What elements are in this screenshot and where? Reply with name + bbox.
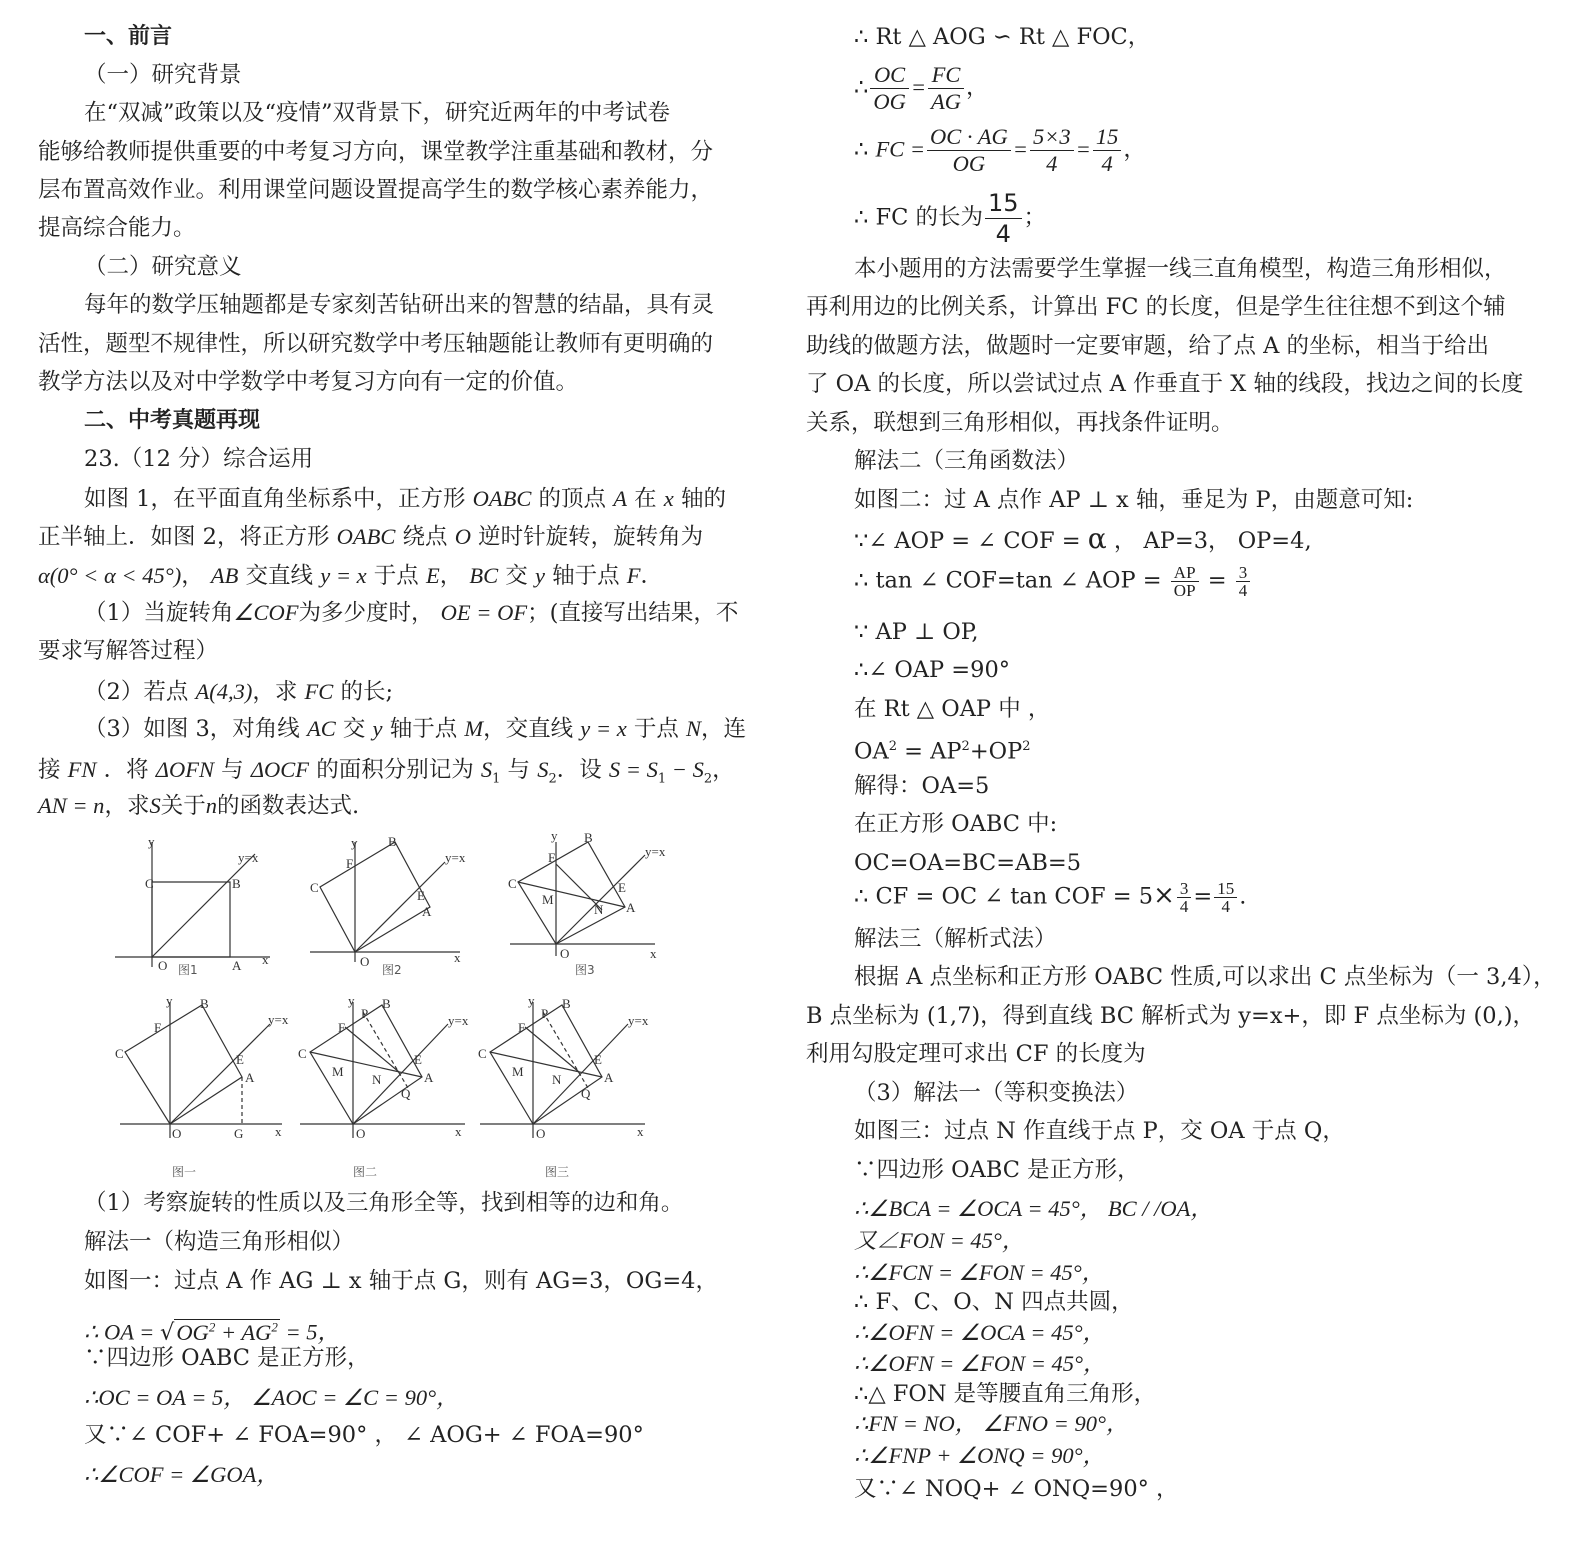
question-part-1: （1）当旋转角∠COF为多少度时， OE = OF；(直接写出结果，不 <box>84 600 739 626</box>
paragraph-line: 再利用边的比例关系，计算出 FC 的长度，但是学生往往想不到这个辅 <box>806 294 1506 320</box>
solution-line: ∵∠ AOP = ∠ COF = α ， AP=3， OP=4, <box>854 522 1312 555</box>
svg-text:M: M <box>332 1064 344 1079</box>
solution-part-3: （3）解法一（等积变换法） <box>854 1080 1139 1106</box>
svg-text:E: E <box>618 880 626 895</box>
question-number: 23.（12 分）综合运用 <box>84 446 314 472</box>
figure-two <box>298 993 469 1179</box>
solution-line: 在正方形 OABC 中: <box>854 811 1058 837</box>
svg-text:C: C <box>145 876 154 891</box>
svg-text:C: C <box>298 1046 307 1061</box>
fraction-equation: ∴ $\frac{OC}{OG}$ = $\frac{FC}{AG}$ ， <box>854 62 989 114</box>
solution-line: 解得：OA=5 <box>854 773 990 799</box>
solution-line: OC=OA=BC=AB=5 <box>854 850 1082 876</box>
question-part-3: （3）如图 3，对角线 AC 交 y 轴于点 M，交直线 y = x 于点 N，连 <box>84 716 747 742</box>
svg-text:A: A <box>424 1070 434 1085</box>
solution-method-3: 解法三（解析式法） <box>854 926 1057 952</box>
solution-line: 如图二：过 A 点作 AP ⊥ x 轴，垂足为 P，由题意可知: <box>854 487 1414 513</box>
svg-text:B: B <box>232 876 241 891</box>
solution-line: ∴∠ OAP =90° <box>854 657 1011 683</box>
svg-text:x: x <box>275 1124 282 1139</box>
svg-text:O: O <box>356 1126 366 1141</box>
svg-text:P: P <box>361 1006 369 1021</box>
svg-text:A: A <box>422 904 432 919</box>
solution-line: ∴ Rt △ AOG ∽ Rt △ FOC， <box>854 24 1151 50</box>
paragraph-line: 活性，题型不规律性，所以研究数学中考压轴题能让教师有更明确的 <box>38 331 714 357</box>
svg-text:y=x: y=x <box>268 1012 289 1027</box>
svg-text:C: C <box>478 1046 487 1061</box>
solution-part-1: （1）考察旋转的性质以及三角形全等，找到相等的边和角。 <box>84 1190 684 1216</box>
solution-method-1: 解法一（构造三角形相似） <box>84 1229 355 1255</box>
svg-text:C: C <box>310 880 319 895</box>
paragraph-line: 教学方法以及对中学数学中考复习方向有一定的价值。 <box>38 369 579 395</box>
paragraph-line: 在“双减”政策以及“疫情”双背景下，研究近两年的中考试卷 <box>84 100 671 126</box>
svg-text:y=x: y=x <box>645 844 666 859</box>
paragraph-line: 能够给教师提供重要的中考复习方向，课堂教学注重基础和教材，分 <box>38 139 714 165</box>
solution-line: ∴ F、C、O、N 四点共圆， <box>854 1289 1134 1315</box>
svg-text:y: y <box>148 834 155 849</box>
subheading-background: （一）研究背景 <box>84 62 242 88</box>
svg-text:y: y <box>351 835 358 850</box>
svg-text:图一: 图一 <box>172 1165 197 1179</box>
cf-result: ∴ CF = OC ∠ tan COF = 5× $\frac{3}{4}$ = $\frac{15}{4}$ . <box>854 879 1247 916</box>
svg-text:M: M <box>512 1064 524 1079</box>
question-part-3-cont: AN = n，求S关于n的函数表达式. <box>38 793 360 819</box>
solution-line: ∴∠OFN = ∠FON = 45°， <box>854 1351 1106 1376</box>
question-part-2: （2）若点 A(4,3)，求 FC 的长; <box>84 679 394 705</box>
svg-text:A: A <box>232 958 242 973</box>
paragraph-line: B 点坐标为 (1,7)，得到直线 BC 解析式为 y=x+，即 F 点坐标为 (0,)， <box>806 1003 1535 1029</box>
svg-text:x: x <box>455 1124 462 1139</box>
svg-text:C: C <box>508 876 517 891</box>
svg-text:F: F <box>346 856 354 871</box>
svg-text:N: N <box>372 1072 382 1087</box>
svg-text:E: E <box>414 1052 422 1067</box>
solution-line: ∴△ FON 是等腰直角三角形， <box>854 1381 1157 1407</box>
svg-text:O: O <box>172 1126 182 1141</box>
svg-text:B: B <box>382 996 391 1011</box>
svg-text:y=x: y=x <box>238 850 259 865</box>
solution-line: ∴∠BCA = ∠OCA = 45°， BC / /OA， <box>854 1196 1213 1221</box>
paragraph-line: 提高综合能力。 <box>38 215 196 241</box>
svg-text:y=x: y=x <box>448 1013 469 1028</box>
figure-one <box>115 993 289 1179</box>
svg-text:F: F <box>548 850 556 865</box>
solution-line: ∴∠OFN = ∠OCA = 45°， <box>854 1320 1106 1345</box>
svg-text:B: B <box>200 996 209 1011</box>
solution-line: ∴OC = OA = 5， ∠AOC = ∠C = 90°， <box>84 1385 459 1410</box>
svg-text:C: C <box>115 1046 124 1061</box>
solution-line: ∵四边形 OABC 是正方形， <box>84 1345 370 1371</box>
question-line: 正半轴上．如图 2，将正方形 OABC 绕点 O 逆时针旋转，旋转角为 <box>38 524 704 550</box>
solution-line: ∵四边形 OABC 是正方形， <box>854 1157 1140 1183</box>
svg-text:y=x: y=x <box>628 1013 649 1028</box>
svg-text:E: E <box>417 888 425 903</box>
svg-text:E: E <box>594 1052 602 1067</box>
solution-line: 又∠FON = 45°， <box>854 1228 1025 1253</box>
svg-text:F: F <box>154 1020 162 1035</box>
solution-line: 又∵∠ COF+ ∠ FOA=90° ， ∠ AOG+ ∠ FOA=90° <box>84 1422 644 1448</box>
figure-3 <box>508 832 666 977</box>
svg-text:图三: 图三 <box>545 1165 570 1179</box>
svg-text:y: y <box>528 993 535 1008</box>
svg-text:P: P <box>541 1006 549 1021</box>
svg-text:B: B <box>584 832 593 845</box>
svg-text:O: O <box>536 1126 546 1141</box>
tan-equation: ∴ tan ∠ COF=tan ∠ AOP = $\frac{AP}{OP}$ = $\frac{3}{4}$ <box>854 564 1252 599</box>
paragraph-line: 关系，联想到三角形相似，再找条件证明。 <box>806 410 1234 436</box>
svg-text:A: A <box>245 1070 255 1085</box>
question-part-3-cont: 接 FN ．将 ΔOFN 与 ΔOCF 的面积分别记为 $S_1$ 与 $S_2$．设 $S = S_1 - S_2$， <box>38 757 735 787</box>
paragraph-line: 助线的做题方法，做题时一定要审题，给了点 A 的坐标，相当于给出 <box>806 333 1490 359</box>
svg-text:图2: 图2 <box>382 963 402 977</box>
svg-text:x: x <box>262 952 269 967</box>
svg-text:E: E <box>236 1052 244 1067</box>
svg-text:B: B <box>562 996 571 1011</box>
solution-line: ∴FN = NO， ∠FNO = 90°， <box>854 1411 1129 1436</box>
svg-text:N: N <box>552 1072 562 1087</box>
section-heading-exam: 二、中考真题再现 <box>84 408 261 433</box>
svg-text:Q: Q <box>401 1086 411 1101</box>
question-line: α(0° < α < 45°)， AB 交直线 y = x 于点 E， BC 交 y 轴于点 F． <box>38 563 664 589</box>
solution-line: 又∵∠ NOQ+ ∠ ONQ=90° ， <box>854 1476 1179 1502</box>
svg-text:N: N <box>594 902 604 917</box>
svg-text:G: G <box>234 1126 244 1141</box>
svg-text:Q: Q <box>581 1086 591 1101</box>
solution-line: 在 Rt △ OAP 中 ， <box>854 696 1051 722</box>
svg-text:x: x <box>454 950 461 965</box>
paragraph-line: 了 OA 的长度，所以尝试过点 A 作垂直于 X 轴的线段，找边之间的长度 <box>806 371 1524 397</box>
question-line: 如图 1，在平面直角坐标系中，正方形 OABC 的顶点 A 在 x 轴的 <box>84 486 726 512</box>
svg-text:图1: 图1 <box>178 963 198 977</box>
paragraph-line: 本小题用的方法需要学生掌握一线三直角模型，构造三角形相似， <box>854 256 1507 282</box>
svg-text:y: y <box>348 993 355 1008</box>
svg-text:F: F <box>338 1020 346 1035</box>
solution-line: ∴∠COF = ∠GOA， <box>84 1462 279 1487</box>
svg-text:A: A <box>626 900 636 915</box>
svg-text:F: F <box>518 1020 526 1035</box>
svg-text:B: B <box>388 834 397 849</box>
paragraph-line: 每年的数学压轴题都是专家刻苦钻研出来的智慧的结晶，具有灵 <box>84 292 715 318</box>
geometry-figures <box>110 832 680 1182</box>
subheading-significance: （二）研究意义 <box>84 254 242 280</box>
section-heading-preface: 一、前言 <box>84 24 173 49</box>
fc-result: ∴ FC 的长为 $\frac{15}{4}$ ； <box>854 189 1047 248</box>
solution-line: $OA^2 = AP^2+OP^2$ <box>854 738 1031 765</box>
paragraph-line: 层布置高效作业。利用课堂问题设置提高学生的数学核心素养能力， <box>38 177 714 203</box>
paragraph-line: 根据 A 点坐标和正方形 OABC 性质,可以求出 C 点坐标为（一 3,4）， <box>854 964 1556 990</box>
svg-text:图3: 图3 <box>575 963 595 977</box>
paragraph-line: 利用勾股定理可求出 CF 的长度为 <box>806 1041 1146 1067</box>
svg-text:y: y <box>551 832 558 843</box>
solution-line: 如图三：过点 N 作直线于点 P，交 OA 于点 Q， <box>854 1118 1345 1144</box>
solution-line: ∴∠FCN = ∠FON = 45°， <box>854 1260 1105 1285</box>
svg-text:x: x <box>637 1124 644 1139</box>
svg-text:y=x: y=x <box>445 850 466 865</box>
svg-text:x: x <box>650 946 657 961</box>
solution-line: ∵ AP ⊥ OP, <box>854 619 979 645</box>
solution-line: 如图一：过点 A 作 AG ⊥ x 轴于点 G，则有 AG=3，OG=4， <box>84 1268 718 1294</box>
svg-text:M: M <box>542 892 554 907</box>
figure-1 <box>115 834 270 977</box>
solution-method-2: 解法二（三角函数法） <box>854 448 1080 474</box>
fraction-equation: ∴ FC = $\frac{OC \cdot AG}{OG}$ = $\frac{5\times 3}{4}$ = $\frac{15}{4}$ ， <box>854 124 1146 176</box>
figure-2 <box>310 834 466 977</box>
solution-line: ∴∠FNP + ∠ONQ = 90°， <box>854 1443 1106 1468</box>
svg-text:图二: 图二 <box>353 1165 378 1179</box>
question-part-1-cont: 要求写解答过程） <box>38 638 219 664</box>
svg-text:O: O <box>560 946 570 961</box>
figure-three <box>478 993 649 1179</box>
svg-text:O: O <box>360 954 370 969</box>
svg-text:y: y <box>166 993 173 1008</box>
svg-text:A: A <box>604 1070 614 1085</box>
solution-line: ∴ OA = $√OG^2 + AG^2 = 5$， <box>84 1319 341 1346</box>
svg-text:O: O <box>158 958 168 973</box>
